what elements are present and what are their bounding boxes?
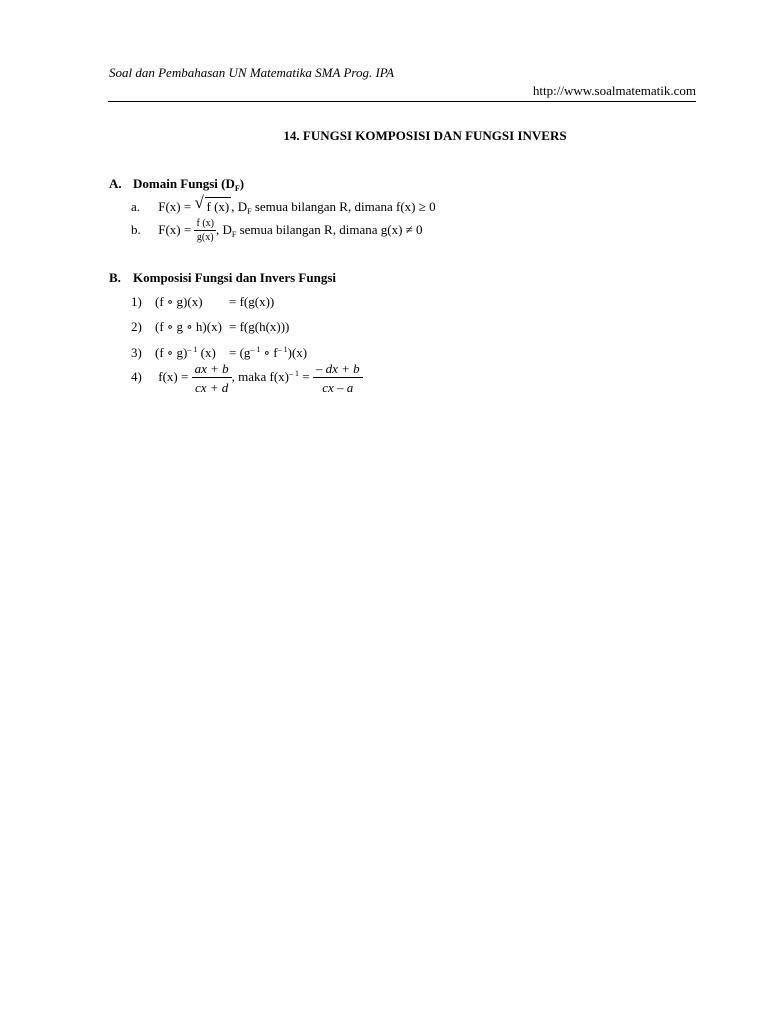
item-b-text: semua bilangan R, dimana g(x) ≠ 0 (236, 221, 423, 237)
rule-4-denominator-2: cx – a (322, 380, 354, 395)
rule-4-mid-sup: – 1 (289, 368, 300, 378)
item-a-label: a. (131, 199, 141, 214)
rule-3-rhs-b: ∘ f (260, 345, 278, 360)
rule-4-denominator-1: cx + d (194, 380, 229, 395)
header-url: http://www.soalmatematik.com (532, 83, 696, 98)
rule-4-mid: , maka f(x) (231, 368, 290, 384)
section-b-heading (109, 270, 336, 286)
composition-rule-1 (131, 294, 274, 310)
section-a-title-sub: F (234, 184, 240, 193)
item-a-radicand: f (x) (206, 199, 230, 214)
rule-3-rhs-sup2: – 1 (277, 345, 288, 354)
item-b-denominator: g(x) (196, 232, 214, 243)
item-b-mid: , D (215, 221, 232, 237)
section-a-heading (109, 176, 244, 193)
domain-item-a (131, 193, 436, 216)
rule-4-fraction-2 (313, 362, 363, 394)
square-root (194, 193, 231, 215)
section-a-title-close: ) (239, 176, 245, 191)
header-divider (108, 101, 696, 102)
rule-3-lhs-a: (f ∘ g) (155, 345, 188, 360)
rule-4-numerator-1: ax + b (192, 362, 232, 378)
composition-rule-2 (131, 319, 289, 335)
section-b-marker: B. (109, 270, 121, 285)
item-a-mid: , D (231, 199, 248, 214)
item-b-fraction (194, 219, 216, 243)
header-title: Soal dan Pembahasan UN Matematika SMA Prog. IPA (109, 65, 395, 80)
item-b-sub: F (231, 229, 237, 239)
rule-3-lhs-b: (x) (197, 345, 216, 360)
inverse-rule-4 (131, 362, 363, 394)
rule-1-label: 1) (131, 294, 142, 309)
document-title: 14. FUNGSI KOMPOSISI DAN FUNGSI INVERS (283, 128, 567, 143)
rule-2-label: 2) (131, 319, 142, 334)
section-a-marker: A. (109, 176, 122, 191)
rule-2-lhs: (f ∘ g ∘ h)(x) (155, 319, 222, 334)
rule-1-rhs: = f(g(x)) (229, 294, 275, 309)
rule-3-lhs (155, 345, 229, 361)
section-a-title: Domain Fungsi (D (133, 176, 235, 191)
rule-3-rhs-c: )(x) (287, 345, 308, 360)
rule-3-rhs-a: = (g (229, 345, 251, 360)
item-a-sub: F (247, 207, 252, 216)
radical-icon: √ (194, 193, 204, 212)
rule-4-label: 4) (131, 368, 142, 384)
rule-3-lhs-sup: – 1 (187, 345, 198, 354)
item-b-numerator: f (x) (196, 218, 214, 229)
rule-1-lhs: (f ∘ g)(x) (155, 294, 203, 309)
rule-3-rhs-sup1: – 1 (250, 345, 261, 354)
rule-4-fraction-1 (192, 362, 232, 394)
composition-rule-3 (131, 345, 307, 361)
rule-2-rhs: = f(g(h(x))) (229, 319, 290, 334)
section-b-title: Komposisi Fungsi dan Invers Fungsi (133, 270, 337, 285)
domain-item-b (131, 219, 423, 243)
rule-3-label: 3) (131, 345, 142, 360)
rule-4-eq: = (299, 368, 310, 384)
item-a-lhs: F(x) = (158, 199, 192, 214)
item-b-lhs: F(x) = (158, 221, 192, 237)
item-a-text: semua bilangan R, dimana f(x) ≥ 0 (251, 199, 436, 214)
rule-4-lhs: f(x) = (158, 368, 189, 384)
item-b-label: b. (131, 221, 141, 237)
rule-4-numerator-2: – dx + b (313, 362, 363, 378)
